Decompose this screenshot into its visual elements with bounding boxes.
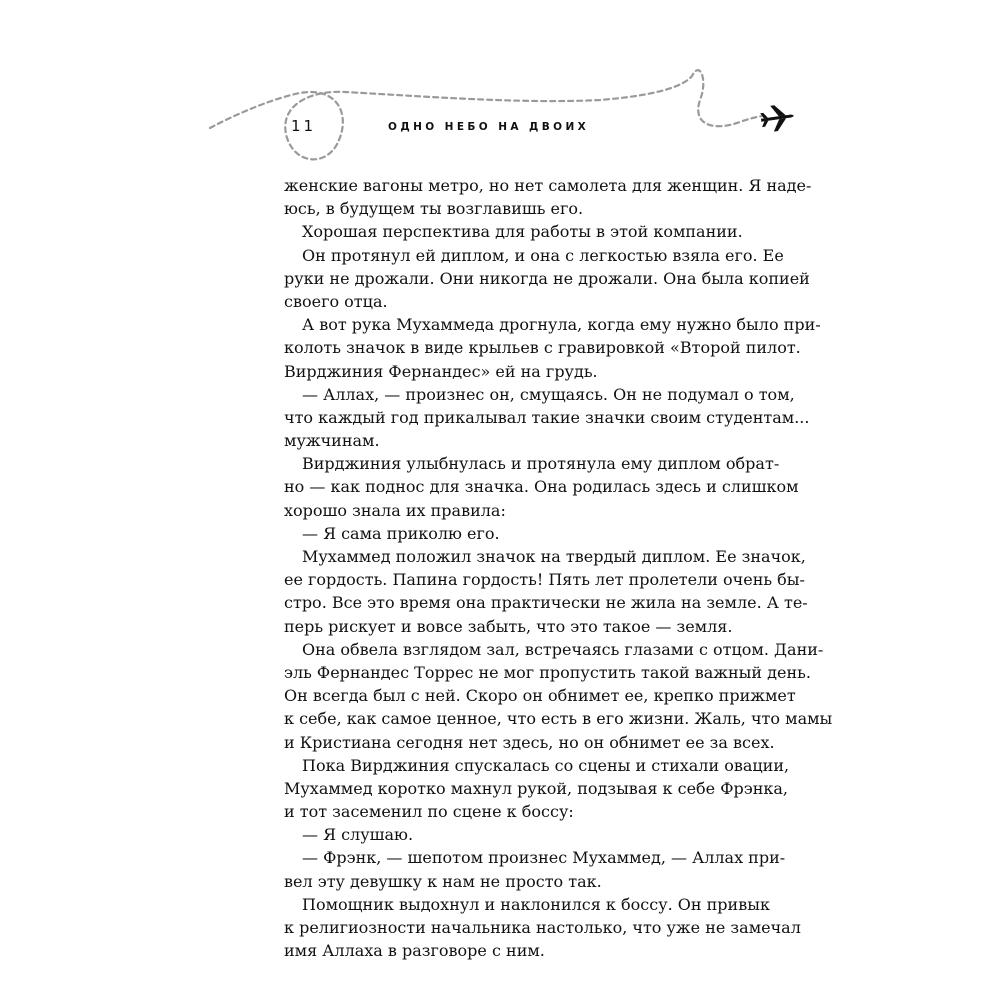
text-line: мужчинам.: [284, 431, 380, 451]
text-line: Помощник выдохнул и наклонился к боссу. Он привык: [302, 894, 770, 914]
text-line: А вот рука Мухаммеда дрогнула, когда ему нужно было при-: [302, 315, 821, 335]
text-line: женские вагоны метро, но нет самолета для женщин. Я наде-: [284, 176, 812, 195]
text-line: Мухаммед положил значок на твердый диплом. Ее значок,: [302, 547, 806, 566]
page-number: 11: [291, 117, 317, 135]
airplane-icon: [759, 103, 795, 133]
text-line: к религиозности начальника настолько, что уже не замечал: [284, 918, 801, 937]
text-line: стро. Все это время она практически не жила на земле. А те-: [284, 593, 808, 613]
running-title: ОДНО НЕБО НА ДВОИХ: [388, 121, 590, 133]
text-line: Он всегда был с ней. Скоро он обнимет ее, крепко прижмет: [284, 686, 796, 706]
text-line: Она обвела взглядом зал, встречаясь глазами с отцом. Дани-: [302, 639, 824, 659]
text-line: Он протянул ей диплом, и она с легкостью взяла его. Ее: [302, 245, 784, 265]
text-line: Хорошая перспектива для работы в этой компании.: [302, 222, 743, 242]
text-line: к себе, как самое ценное, что есть в его жизни. Жаль, что мамы: [284, 709, 833, 729]
text-line: эль Фернандес Торрес не мог пропустить такой важный день.: [284, 662, 811, 682]
text-line: — Я слушаю.: [302, 825, 414, 845]
text-line: — Фрэнк, — шепотом произнес Мухаммед, — Аллах при-: [302, 848, 786, 868]
text-line: и Кристиана сегодня нет здесь, но он обнимет ее за всех.: [284, 732, 775, 752]
text-line: и тот засеменил по сцене к боссу:: [284, 802, 574, 822]
text-line: но — как поднос для значка. Она родилась здесь и слишком: [284, 477, 799, 497]
dashed-flight-path: [210, 70, 762, 159]
text-line: перь рискует и вовсе забыть, что это такое — земля.: [284, 616, 733, 636]
text-line: — Я сама приколю его.: [302, 523, 500, 543]
text-line: юсь, в будущем ты возглавишь его.: [284, 199, 584, 219]
text-line: Вирджиния Фернандес» ей на грудь.: [284, 361, 598, 381]
body-text: [284, 174, 833, 962]
text-line: своего отца.: [284, 291, 388, 311]
text-line: колоть значок в виде крыльев с гравировкой «Второй пилот.: [284, 338, 801, 358]
text-line: хорошо знала их правила:: [284, 500, 506, 520]
text-line: ее гордость. Папина гордость! Пять лет пролетели очень бы-: [284, 570, 805, 590]
text-line: — Аллах, — произнес он, смущаясь. Он не подумал о том,: [302, 384, 795, 404]
text-line: Вирджиния улыбнулась и протянула ему диплом обрат-: [302, 454, 780, 474]
text-line: Мухаммед коротко махнул рукой, подзывая к себе Фрэнка,: [284, 778, 789, 798]
text-line: вел эту девушку к нам не просто так.: [284, 871, 602, 891]
text-line: руки не дрожали. Они никогда не дрожали. Она была копией: [284, 268, 810, 288]
text-line: что каждый год прикалывал такие значки своим студентам...: [284, 407, 810, 427]
text-line: имя Аллаха в разговоре с ним.: [284, 941, 545, 961]
header-decoration: [0, 0, 1000, 200]
text-line: Пока Вирджиния спускалась со сцены и стихали овации,: [302, 755, 790, 775]
